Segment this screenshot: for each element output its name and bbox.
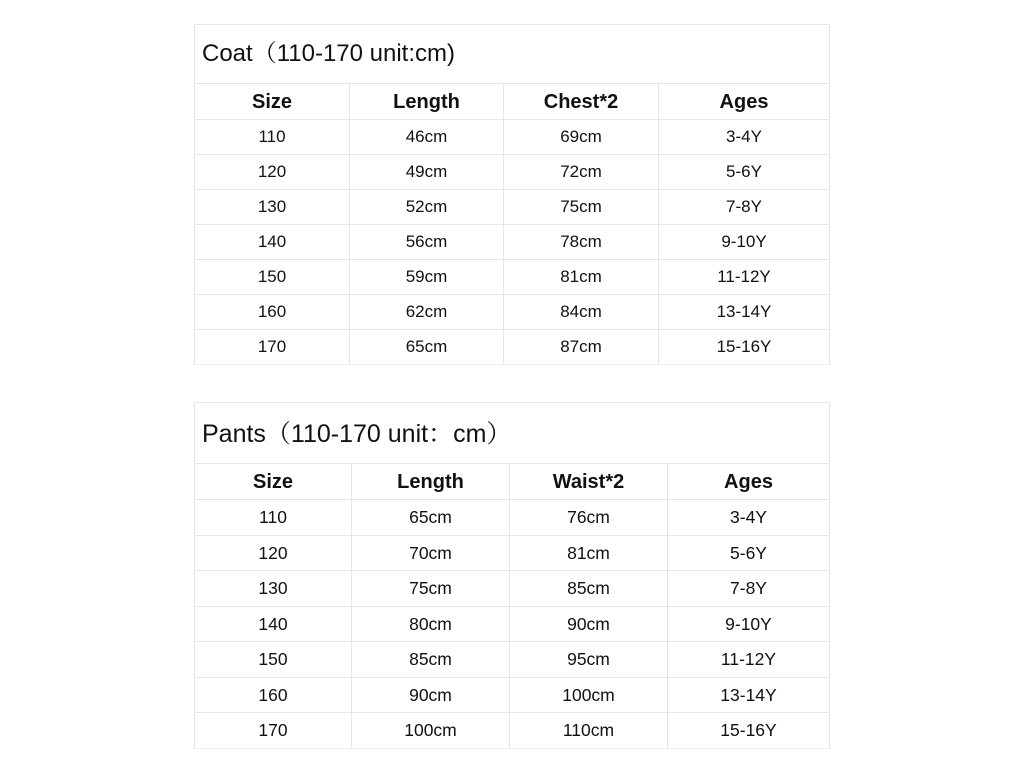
table-row (195, 225, 829, 260)
table-row (195, 713, 829, 749)
pants-length-cell: 100cm (352, 713, 510, 748)
coat-chest-cell: 75cm (504, 190, 659, 224)
pants-header-row (195, 464, 829, 500)
coat-header-length: Length (350, 84, 504, 119)
pants-ages-cell: 7-8Y (730, 578, 767, 598)
coat-header-row (195, 84, 829, 120)
pants-length-cell: 85cm (352, 642, 510, 677)
coat-size-cell: 150 (195, 260, 350, 294)
pants-size-table (194, 402, 830, 749)
pants-ages-cell: 5-6Y (730, 542, 767, 563)
coat-size-table (194, 24, 830, 365)
coat-size-cell: 110 (195, 120, 350, 154)
coat-size-cell: 160 (195, 295, 350, 329)
pants-size-cell: 170 (195, 713, 352, 748)
coat-ages-cell: 13-14Y (716, 302, 772, 321)
table-row (195, 500, 829, 536)
pants-table-title: Pants（110-170 unit：cm） (195, 403, 829, 464)
pants-ages-cell: 3-4Y (730, 507, 767, 527)
pants-size-cell: 150 (195, 642, 352, 677)
coat-length-cell: 46cm (350, 120, 504, 154)
pants-ages-cell: 11-12Y (720, 649, 777, 669)
pants-ages-cell: 13-14Y (720, 684, 777, 705)
coat-chest-cell: 69cm (504, 120, 659, 154)
coat-ages-cell: 15-16Y (716, 337, 772, 356)
pants-size-cell: 160 (195, 678, 352, 713)
coat-table-title: Coat（110-170 unit:cm) (195, 25, 829, 84)
coat-length-cell: 49cm (350, 155, 504, 189)
coat-header-chest: Chest*2 (504, 84, 659, 119)
coat-ages-cell: 11-12Y (717, 267, 771, 286)
pants-length-cell: 80cm (352, 607, 510, 642)
coat-ages-cell: 7-8Y (726, 197, 762, 216)
coat-chest-cell: 84cm (504, 295, 659, 329)
coat-chest-cell: 72cm (504, 155, 659, 189)
coat-ages-cell: 5-6Y (726, 162, 762, 181)
coat-length-cell: 65cm (350, 330, 504, 364)
pants-waist-cell: 100cm (510, 678, 668, 713)
pants-ages-cell: 15-16Y (720, 720, 777, 740)
pants-waist-cell: 110cm (510, 713, 668, 748)
pants-size-cell: 120 (195, 536, 352, 571)
table-row (195, 607, 829, 643)
coat-chest-cell: 81cm (504, 260, 659, 294)
table-row (195, 571, 829, 607)
pants-waist-cell: 95cm (510, 642, 668, 677)
table-row (195, 536, 829, 572)
pants-size-cell: 140 (195, 607, 352, 642)
pants-waist-cell: 76cm (510, 500, 668, 535)
table-row (195, 155, 829, 190)
coat-length-cell: 62cm (350, 295, 504, 329)
coat-size-cell: 120 (195, 155, 350, 189)
coat-ages-cell: 9-10Y (721, 232, 767, 251)
table-row (195, 295, 829, 330)
table-row (195, 642, 829, 678)
coat-ages-cell: 3-4Y (726, 127, 762, 146)
coat-size-cell: 130 (195, 190, 350, 224)
table-row (195, 330, 829, 365)
pants-waist-cell: 81cm (510, 536, 668, 571)
pants-header-size: Size (195, 464, 352, 499)
coat-size-cell: 140 (195, 225, 350, 259)
pants-waist-cell: 85cm (510, 571, 668, 606)
coat-chest-cell: 87cm (504, 330, 659, 364)
pants-length-cell: 75cm (352, 571, 510, 606)
pants-header-waist: Waist*2 (510, 464, 668, 499)
coat-length-cell: 56cm (350, 225, 504, 259)
pants-length-cell: 65cm (352, 500, 510, 535)
pants-header-length: Length (352, 464, 510, 499)
pants-length-cell: 90cm (352, 678, 510, 713)
coat-header-size: Size (195, 84, 350, 119)
pants-size-cell: 110 (195, 500, 352, 535)
table-row (195, 260, 829, 295)
table-row (195, 678, 829, 714)
coat-length-cell: 59cm (350, 260, 504, 294)
table-row (195, 190, 829, 225)
table-row (195, 120, 829, 155)
pants-size-cell: 130 (195, 571, 352, 606)
pants-waist-cell: 90cm (510, 607, 668, 642)
pants-length-cell: 70cm (352, 536, 510, 571)
coat-chest-cell: 78cm (504, 225, 659, 259)
pants-header-ages: Ages (724, 471, 773, 493)
pants-ages-cell: 9-10Y (725, 613, 772, 634)
coat-length-cell: 52cm (350, 190, 504, 224)
coat-size-cell: 170 (195, 330, 350, 364)
coat-header-ages: Ages (719, 91, 769, 113)
